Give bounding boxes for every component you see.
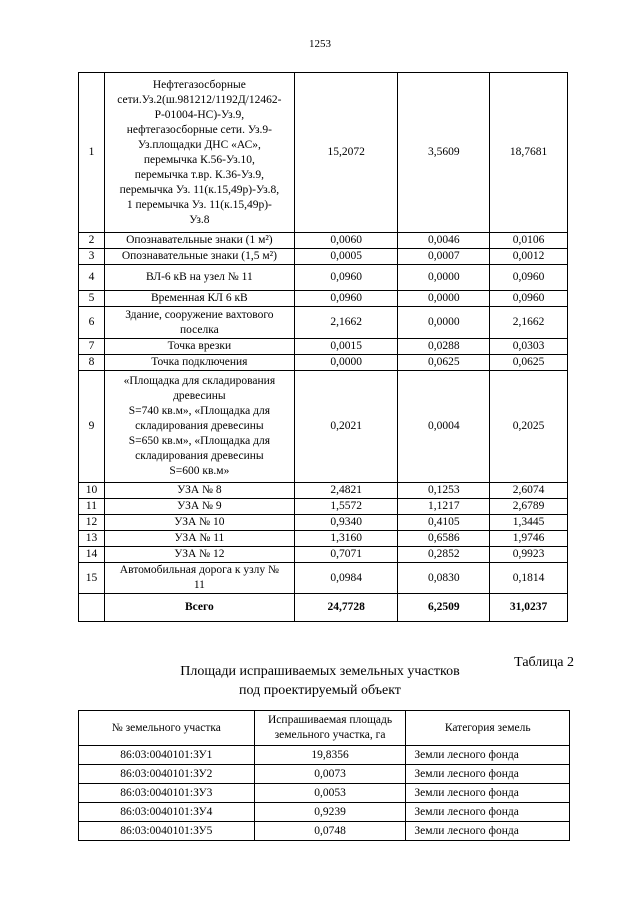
area-value-2: 0,0007 <box>398 249 490 265</box>
area-value-1: 2,4821 <box>294 483 398 499</box>
area-total: 0,0625 <box>490 355 568 371</box>
row-number: 5 <box>79 291 105 307</box>
row-number: 12 <box>79 515 105 531</box>
total-row <box>79 594 568 622</box>
table-row <box>79 822 570 841</box>
table-2-caption: Таблица 2 <box>514 655 574 670</box>
area-value-2: 0,4105 <box>398 515 490 531</box>
row-number: 13 <box>79 531 105 547</box>
area-value-2: 3,5609 <box>398 73 490 233</box>
objects-area-table <box>78 72 568 622</box>
area-total: 2,6789 <box>490 499 568 515</box>
area-total: 18,7681 <box>490 73 568 233</box>
total-label: Всего <box>104 594 294 622</box>
object-name: Точка врезки <box>104 339 294 355</box>
area-value-2: 0,0004 <box>398 371 490 483</box>
table-row <box>79 339 568 355</box>
area-value-2: 0,0830 <box>398 563 490 594</box>
object-name: Опознавательные знаки (1 м²) <box>104 233 294 249</box>
row-number: 15 <box>79 563 105 594</box>
area-value-2: 0,0000 <box>398 291 490 307</box>
area-value-1: 0,0960 <box>294 291 398 307</box>
object-name: УЗА № 8 <box>104 483 294 499</box>
land-category: Земли лесного фонда <box>406 822 570 841</box>
table-row <box>79 531 568 547</box>
area-value-1: 0,7071 <box>294 547 398 563</box>
plot-number: 86:03:0040101:ЗУ4 <box>79 803 255 822</box>
table-row <box>79 249 568 265</box>
land-category: Земли лесного фонда <box>406 803 570 822</box>
table-row <box>79 355 568 371</box>
area-total: 0,0012 <box>490 249 568 265</box>
row-number: 11 <box>79 499 105 515</box>
table-row <box>79 499 568 515</box>
object-name: УЗА № 12 <box>104 547 294 563</box>
area-value-1: 0,2021 <box>294 371 398 483</box>
area-value-1: 0,0000 <box>294 355 398 371</box>
area-value-1: 15,2072 <box>294 73 398 233</box>
object-name: «Площадка для складирования древесины S=740 кв.м», «Площадка для складирования древесины S=650 кв.м», «Площадка для складирования древесины S=600 кв.м» <box>104 371 294 483</box>
row-number: 8 <box>79 355 105 371</box>
table-row <box>79 515 568 531</box>
table-row <box>79 483 568 499</box>
land-plots-table <box>78 710 570 841</box>
area-total: 2,6074 <box>490 483 568 499</box>
plot-number: 86:03:0040101:ЗУ5 <box>79 822 255 841</box>
area-total: 0,9923 <box>490 547 568 563</box>
header-requested-area: Испрашиваемая площадь земельного участка, га <box>254 711 406 746</box>
header-land-category: Категория земель <box>406 711 570 746</box>
area-value-1: 0,0060 <box>294 233 398 249</box>
header-plot-number: № земельного участка <box>79 711 255 746</box>
row-number: 1 <box>79 73 105 233</box>
total-value-2: 6,2509 <box>398 594 490 622</box>
object-name: Опознавательные знаки (1,5 м²) <box>104 249 294 265</box>
table-row <box>79 371 568 483</box>
area-total: 0,2025 <box>490 371 568 483</box>
area-total: 0,0960 <box>490 265 568 291</box>
object-name: Точка подключения <box>104 355 294 371</box>
object-name: Здание, сооружение вахтового поселка <box>104 307 294 339</box>
total-value-1: 24,7728 <box>294 594 398 622</box>
row-number: 9 <box>79 371 105 483</box>
area-total: 0,1814 <box>490 563 568 594</box>
area-value-1: 0,0960 <box>294 265 398 291</box>
total-value-3: 31,0237 <box>490 594 568 622</box>
object-name: Автомобильная дорога к узлу № 11 <box>104 563 294 594</box>
table-row <box>79 765 570 784</box>
area-value-1: 0,0005 <box>294 249 398 265</box>
area-value-2: 0,0000 <box>398 265 490 291</box>
area-total: 1,9746 <box>490 531 568 547</box>
area-value-1: 0,0015 <box>294 339 398 355</box>
table-row <box>79 803 570 822</box>
area-value-1: 1,5572 <box>294 499 398 515</box>
page-number: 1253 <box>309 38 331 50</box>
table-row <box>79 73 568 233</box>
area-value-2: 0,0000 <box>398 307 490 339</box>
area-total: 0,0960 <box>490 291 568 307</box>
area-value-2: 0,0046 <box>398 233 490 249</box>
table-header-row <box>79 711 570 746</box>
land-category: Земли лесного фонда <box>406 765 570 784</box>
table-row <box>79 233 568 249</box>
plot-area: 0,0053 <box>254 784 406 803</box>
row-number: 6 <box>79 307 105 339</box>
area-value-2: 0,0625 <box>398 355 490 371</box>
row-number: 4 <box>79 265 105 291</box>
row-number: 14 <box>79 547 105 563</box>
table-row <box>79 784 570 803</box>
area-value-1: 1,3160 <box>294 531 398 547</box>
plot-number: 86:03:0040101:ЗУ1 <box>79 746 255 765</box>
object-name: УЗА № 9 <box>104 499 294 515</box>
table-row <box>79 563 568 594</box>
object-name: УЗА № 11 <box>104 531 294 547</box>
area-total: 1,3445 <box>490 515 568 531</box>
table-row <box>79 265 568 291</box>
area-total: 0,0303 <box>490 339 568 355</box>
land-category: Земли лесного фонда <box>406 784 570 803</box>
object-name: УЗА № 10 <box>104 515 294 531</box>
area-value-2: 1,1217 <box>398 499 490 515</box>
row-number: 7 <box>79 339 105 355</box>
area-total: 2,1662 <box>490 307 568 339</box>
table-2-title: Площади испрашиваемых земельных участков под проектируемый объект <box>180 664 460 698</box>
area-value-2: 0,1253 <box>398 483 490 499</box>
row-number: 10 <box>79 483 105 499</box>
plot-area: 0,0748 <box>254 822 406 841</box>
table-row <box>79 746 570 765</box>
object-name: Временная КЛ 6 кВ <box>104 291 294 307</box>
area-value-2: 0,6586 <box>398 531 490 547</box>
object-name: Нефтегазосборные сети.Уз.2(ш.981212/1192Д/12462- Р-01004-НС)-Уз.9, нефтегазосборные сети. Уз.9- Уз.площадки ДНС «АС», перемычка К.56-Уз.10, перемычка т.вр. К.36-Уз.9, перемычка Уз. 11(к.15,49р)-Уз.8, 1 перемычка Уз. 11(к.15,49р)- Уз.8 <box>104 73 294 233</box>
plot-area: 0,9239 <box>254 803 406 822</box>
plot-number: 86:03:0040101:ЗУ2 <box>79 765 255 784</box>
area-value-2: 0,2852 <box>398 547 490 563</box>
plot-number: 86:03:0040101:ЗУ3 <box>79 784 255 803</box>
area-value-1: 0,0984 <box>294 563 398 594</box>
land-category: Земли лесного фонда <box>406 746 570 765</box>
total-blank-cell <box>79 594 105 622</box>
row-number: 2 <box>79 233 105 249</box>
area-total: 0,0106 <box>490 233 568 249</box>
area-value-1: 2,1662 <box>294 307 398 339</box>
table-row <box>79 291 568 307</box>
object-name: ВЛ-6 кВ на узел № 11 <box>104 265 294 291</box>
plot-area: 19,8356 <box>254 746 406 765</box>
area-value-2: 0,0288 <box>398 339 490 355</box>
row-number: 3 <box>79 249 105 265</box>
table-row <box>79 307 568 339</box>
table-row <box>79 547 568 563</box>
area-value-1: 0,9340 <box>294 515 398 531</box>
plot-area: 0,0073 <box>254 765 406 784</box>
